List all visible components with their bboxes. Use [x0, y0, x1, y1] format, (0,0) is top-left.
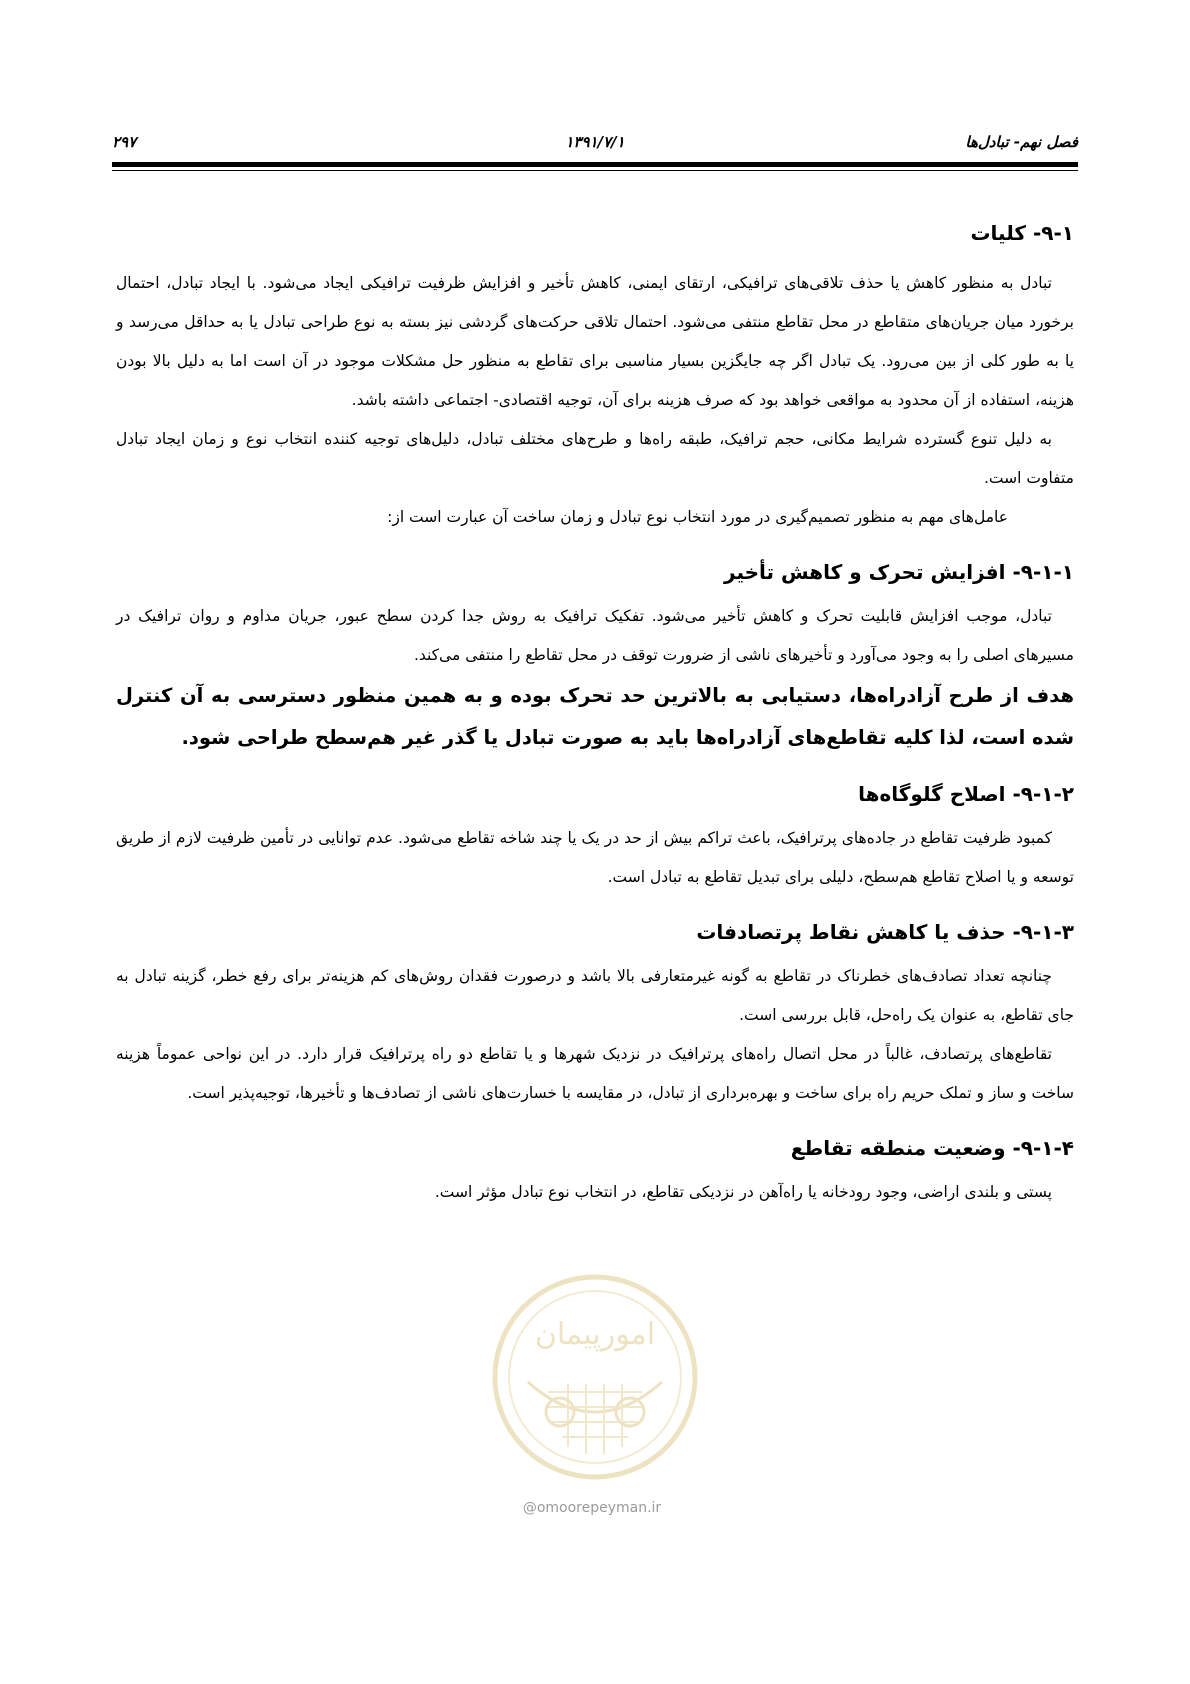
section-heading: ۹-۱- کلیات — [970, 221, 1074, 245]
header-date: ۱۳۹۱/۷/۱ — [565, 133, 625, 151]
paragraph: تبادل، موجب افزایش قابلیت تحرک و کاهش تأخیر می‌شود. تفکیک ترافیک به روش جدا کردن سطح عبور، جریان مداوم و روان ترافیک در مسیرهای اصلی را به وجود می‌آورد و تأخیرهای ناشی از ضرورت توقف در محل تقاطع را منتفی می‌کند. — [116, 607, 1074, 664]
paragraph: به دلیل تنوع گسترده شرایط مکانی، حجم ترافیک، طبقه راه‌ها و طرح‌های مختلف تبادل، دلیل‌های توجیه کننده انتخاب نوع و زمان ایجاد تبادل متفاوت است. — [116, 430, 1074, 487]
section-mobility — [116, 557, 1074, 759]
section-heading: ۹-۱-۱- افزایش تحرک و کاهش تأخیر — [724, 560, 1074, 584]
section-heading: ۹-۱-۴- وضعیت منطقه تقاطع — [790, 1136, 1074, 1160]
header-rule-thick — [112, 162, 1078, 167]
paragraph: عامل‌های مهم به منظور تصمیم‌گیری در مورد انتخاب نوع تبادل و زمان ساخت آن عبارت است از: — [387, 508, 1008, 526]
page-body — [116, 218, 1074, 1212]
bold-paragraph: هدف از طرح آزادراه‌ها، دستیابی به بالاترین حد تحرک بوده و به همین منظور دسترسی به آن کنترل شده است، لذا کلیه تقاطع‌های آزادراه‌ها باید به صورت تبادل یا گذر غیر هم‌سطح طراحی شود. — [116, 684, 1074, 749]
section-heading: ۹-۱-۲- اصلاح گلوگاه‌ها — [858, 782, 1074, 806]
paragraph: تقاطع‌های پرتصادف، غالباً در محل اتصال راه‌های پرترافیک در نزدیک شهرها و یا تقاطع دو راه پرترافیک قرار دارد. در این نواحی عموماً هزینه ساخت و ساز و تملک حریم راه برای ساخت و بهره‌برداری از تبادل، در مقایسه با خسارت‌های ناشی از تصادف‌ها و تأخیرها، توجیه‌پذیر است. — [116, 1045, 1074, 1102]
paragraph: تبادل به منظور کاهش یا حذف تلاقی‌های ترافیکی، ارتقای ایمنی، کاهش تأخیر و افزایش ظرفیت ترافیکی ایجاد می‌شود. با ایجاد تبادل، احتمال برخورد میان جریان‌های متقاطع در محل تقاطع منتفی می‌شود. احتمال تلاقی حرکت‌های گردشی نیز بسته به نوع طراحی تبادل یا به حداقل می‌رسد و یا به طور کلی از بین می‌رود. یک تبادل اگر چه جایگزین بسیار مناسبی برای تقاطع به منظور حل مشکلات موجود در آن است اما به دلیل بالا بودن هزینه، استفاده از آن محدود به مواقعی خواهد بود که صرف هزینه برای آن، توجیه اقتصادی- اجتماعی داشته باشد. — [116, 274, 1074, 409]
watermark-logo-text: امورپیمان — [534, 1317, 656, 1352]
page-number: ۲۹۷ — [112, 133, 137, 151]
section-accidents — [116, 917, 1074, 1113]
section-bottlenecks — [116, 779, 1074, 897]
page-header — [112, 133, 1078, 157]
chapter-title: فصل نهم- تبادل‌ها — [965, 133, 1078, 151]
paragraph: چنانچه تعداد تصادف‌های خطرناک در تقاطع به گونه غیرمتعارفی بالا باشد و درصورت فقدان روش‌های کم هزینه‌تر برای رفع خطر، گزینه تبادل به جای تقاطع، به عنوان یک راه‌حل، قابل بررسی است. — [116, 967, 1074, 1024]
section-heading: ۹-۱-۳- حذف یا کاهش نقاط پرتصادفات — [696, 920, 1074, 944]
header-rule-thin — [112, 170, 1078, 171]
section-intersection-area — [116, 1133, 1074, 1212]
watermark-url: @omoorepeyman.ir — [522, 1500, 662, 1516]
paragraph: کمبود ظرفیت تقاطع در جاده‌های پرترافیک، باعث تراکم بیش از حد در یک یا چند شاخه تقاطع می‌شود. عدم توانایی در تأمین ظرفیت لازم از طریق توسعه و یا اصلاح تقاطع هم‌سطح، دلیلی برای تبدیل تقاطع به تبادل است. — [116, 829, 1074, 886]
paragraph: پستی و بلندی اراضی، وجود رودخانه یا راه‌آهن در نزدیکی تقاطع، در انتخاب نوع تبادل مؤثر است. — [434, 1183, 1052, 1201]
section-general — [116, 218, 1074, 537]
watermark-logo-icon — [488, 1272, 702, 1482]
